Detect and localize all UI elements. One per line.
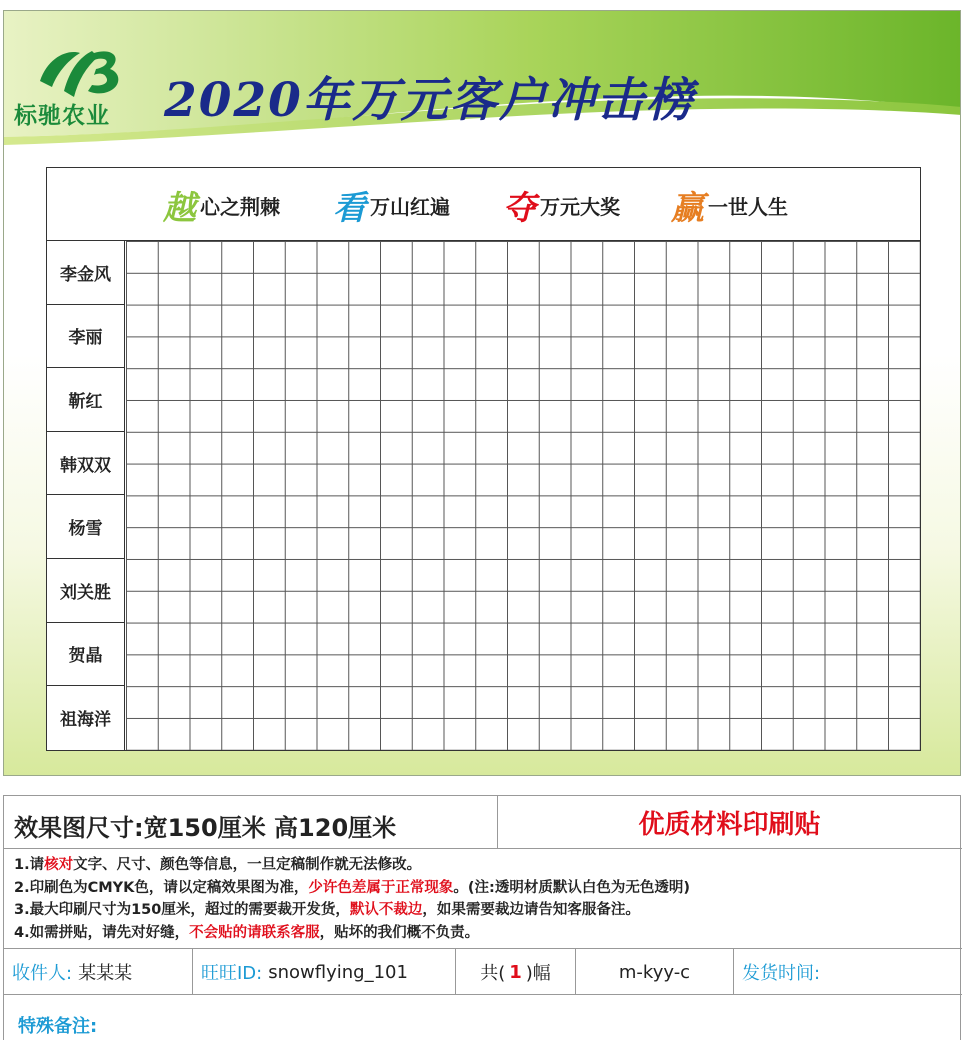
note-text: 文字、尺寸、颜色等信息，一旦定稿制作就无法修改。 [73, 857, 422, 873]
name-cell: 贺晶 [47, 623, 124, 687]
code-cell [576, 949, 734, 995]
ship-time-cell [734, 949, 962, 995]
name-cell: 李金风 [47, 241, 124, 305]
name-cell: 李丽 [47, 305, 124, 369]
special-notes-label: 特殊备注: [18, 1016, 98, 1037]
count-cell [456, 949, 576, 995]
slogan-4-text: 一世人生 [708, 195, 788, 219]
count-prefix: 共( [480, 963, 506, 984]
note-highlight: 默认不裁边 [349, 902, 423, 918]
slogan-4 [671, 182, 788, 229]
note-highlight: 少许色差属于正常现象 [308, 879, 454, 896]
slogan-3-text: 万元大奖 [540, 195, 620, 219]
slogan-1-char: 越 [163, 188, 196, 227]
score-board [46, 167, 921, 751]
order-spec-sheet [3, 795, 961, 1040]
wangwang-value: snowflying_101 [268, 961, 408, 983]
material-label: 优质材料印刷贴 [638, 810, 821, 840]
spec-header-row [4, 796, 962, 849]
slogan-row [47, 168, 920, 241]
name-cell: 韩双双 [47, 432, 124, 496]
slogan-2 [333, 182, 450, 229]
recipient-cell [4, 949, 193, 995]
note-text: 4.如需拼贴，请先对好缝， [14, 924, 190, 941]
note-text: 3.最大印刷尺寸为150厘米，超过的需要裁开发货， [14, 902, 350, 918]
count-value: 1 [509, 961, 522, 983]
slogan-1 [163, 182, 280, 229]
wangwang-label: 旺旺ID: [201, 963, 263, 984]
order-code: m-kyy-c [618, 961, 691, 983]
slogan-3 [503, 182, 620, 229]
note-3 [14, 899, 954, 922]
recipient-label: 收件人: [12, 963, 73, 984]
note-2 [14, 877, 954, 900]
poster-banner [3, 10, 961, 776]
name-cell: 祖海洋 [60, 710, 111, 731]
slogan-4-char: 赢 [671, 188, 704, 227]
recipient-value: 某某某 [78, 963, 133, 984]
wangwang-cell [193, 949, 456, 995]
slogan-3-char: 夺 [503, 188, 536, 227]
count-suffix: )幅 [525, 963, 551, 984]
note-text: ，如果需要裁边请告知客服备注。 [422, 902, 640, 918]
slogan-2-text: 万山红遍 [370, 195, 450, 219]
ship-time-label: 发货时间: [742, 963, 821, 984]
size-label: 效果图尺寸:宽150厘米 高120厘米 [14, 814, 397, 842]
name-cell: 杨雪 [47, 495, 124, 559]
slogan-1-text: 心之荆棘 [200, 195, 280, 219]
name-cell: 刘关胜 [47, 559, 124, 623]
order-info-row [4, 948, 962, 995]
page-title: 2020年万元客户冲击榜 [164, 73, 695, 128]
slogan-2-char: 看 [333, 188, 366, 227]
note-text: 2.印刷色为CMYK色，请以定稿效果图为准， [14, 879, 309, 896]
note-text: 1.请 [14, 857, 45, 873]
note-text: ，贴坏的我们概不负责。 [319, 924, 480, 941]
company-name: 标驰农业 [14, 103, 110, 129]
notes-block [14, 854, 954, 944]
note-text: 。(注:透明材质默认白色为无色透明) [453, 879, 690, 896]
note-4 [14, 922, 954, 945]
note-highlight: 不会贴的请联系客服 [189, 924, 320, 941]
note-highlight: 核对 [44, 857, 74, 873]
name-column [47, 241, 125, 750]
note-1 [14, 854, 954, 877]
score-grid [126, 241, 920, 750]
name-cell: 靳红 [47, 368, 124, 432]
